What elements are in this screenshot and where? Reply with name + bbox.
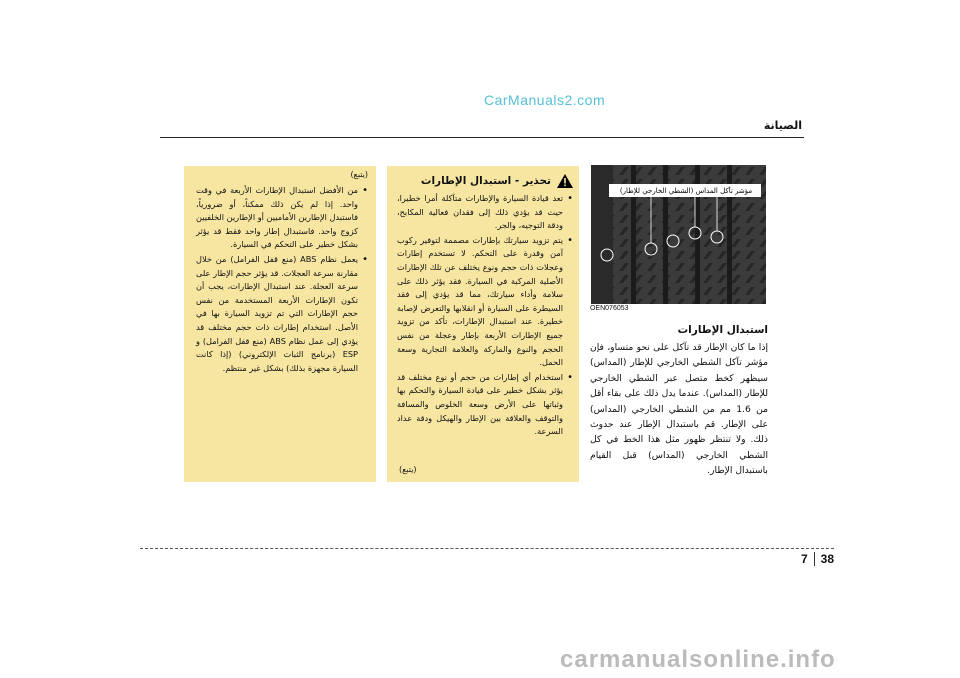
watermark-bottom: carmanualsonline.info — [560, 646, 836, 673]
page-number — [801, 552, 834, 566]
continued-box — [184, 166, 376, 482]
warning-header — [393, 172, 573, 190]
continued-note: (يتبع) — [399, 465, 417, 474]
warning-list — [393, 192, 575, 440]
tread-wear-label: مؤشر تآكل المداس (الشطي الخارجي للإطار) — [619, 187, 753, 195]
list-item: • من الأفضل استبدال الإطارات الأربعة في وقت واحد. إذا لم يكن ذلك ممكناً، أو ضرورياً، فاستبدل الإطارين الأماميين أو الإطارين الخلفيين كزوج واحد. فاستبدال إطار واحد فقط قد يؤثر بشكل خطير على التحكم في السيارة. — [192, 184, 370, 252]
watermark-top: CarManuals2.com — [484, 92, 606, 108]
footer-divider — [140, 548, 834, 549]
warning-triangle-icon — [557, 174, 573, 188]
continued-list — [192, 184, 370, 376]
list-item: • استخدام أي إطارات من حجم أو نوع مختلف قد يؤثر بشكل خطير على قيادة السيارة والتحكم بها وثباتها على الأرض وسعة الخلوص والمسافة والتوقف والعلاقة بين الإطار والهيكل ودقة عداد السرعة. — [393, 371, 575, 439]
warning-box — [387, 166, 579, 482]
chapter-title: الصيانة — [763, 119, 802, 132]
header-divider — [160, 137, 804, 138]
section-body: إذا ما كان الإطار قد تآكل على نحو متساو، فإن مؤشر تآكل الشطي الخارجي للإطار (المداس) سيظهر كخط متصل عبر الشطي الخارجي للإطار (المداس). عندما يدل ذلك على بقاء أقل من 1.6 مم من الشطي الخارجي (المداس) على الإطار. قم باستبدال الإطار عند حدوث ذلك. ولا تنتظر ظهور مثل هذا الخط في كل الشطي الخارجي (المداس) قبل القيام باستبدال الإطار. — [590, 342, 768, 477]
list-item: • يتم تزويد سيارتك بإطارات مصممة لتوفير ركوب آمن وقدرة على التحكم. لا تستخدم إطارات وعجلات ذات حجم ونوع يختلف عن تلك الإطارات الأصلية المركبة في السيارة. فقد يؤثر ذلك على سلامة وأداء سيارتك، مما قد يؤدي إلى فقد السيطرة على السيارة أو انقلابها والتعرض لإصابة خطيرة. عند استبدال الإطارات، تأكد من تزويد جميع الإطارات الأربعة بإطار وعجلة من نفس الحجم والنوع والماركة والعلامة التجارية وسعة الحمل. — [393, 234, 575, 370]
continued-note: (يتبع) — [350, 170, 368, 179]
warning-title: تحذير - استبدال الإطارات — [420, 175, 551, 187]
list-item: • يعمل نظام ABS (منع قفل الفرامل) من خلال مقارنة سرعة العجلات. قد يؤثر حجم الإطار على سرعة العجلة. عند استبدال الإطارات، يجب أن تكون الإطارات الأربعة المستخدمة من نفس حجم الإطارات التي تم تزويد السيارة بها في الأصل. استخدام إطارات ذات حجم مختلف قد يؤدي إلى عمل نظام ABS (منع قفل الفرامل) و ESP (برنامج الثبات الإلكتروني) (إذا كانت السيارة مجهزة بذلك) بشكل غير منتظم. — [192, 253, 370, 375]
page-number-separator — [814, 552, 815, 566]
list-item: • تعد قيادة السيارة والإطارات متآكلة أمرا خطيرا، حيث قد يؤدي ذلك إلى فقدان فعالية المكابح، ودقة التوجيه، والجر. — [393, 192, 575, 233]
figure-code: OEN076053 — [590, 305, 629, 312]
section-number: 7 — [800, 552, 808, 566]
page-number-value: 38 — [820, 552, 834, 566]
tire-tread-photo — [591, 165, 766, 304]
section-title: استبدال الإطارات — [677, 324, 768, 336]
